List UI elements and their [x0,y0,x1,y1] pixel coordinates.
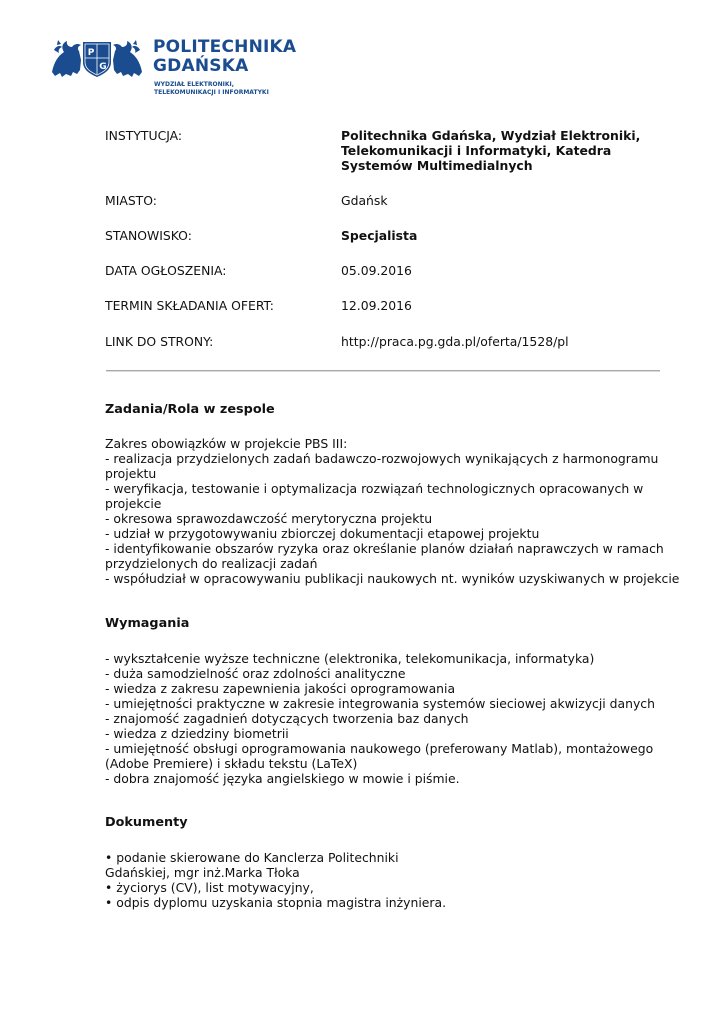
documents-line: • życiorys (CV), list motywacyjny, [105,880,314,895]
duties-line: - identyfikowanie obszarów ryzyka oraz określanie planów działań naprawczych w ramach [105,541,664,556]
requirements-line: - wykształcenie wyższe techniczne (elektronika, telekomunikacja, informatyka) [105,651,595,666]
requirements-line: - umiejętności praktyczne w zakresie integrowania systemów sieciowej akwizycji danych [105,696,655,711]
emblem-letter-p: P [87,48,95,58]
logo-title-line1: POLITECHNIKA [153,37,297,57]
institution-label: INSTYTUCJA: [105,128,183,143]
requirements-line: - wiedza z dziedziny biometrii [105,726,289,741]
requirements-line: - umiejętność obsługi oprogramowania naukowego (preferowany Matlab), montażowego [105,741,654,756]
logo-title [153,38,296,76]
duties-line: - udział w przygotowywaniu zbiorczej dokumentacji etapowej projektu [105,526,540,541]
offer-link[interactable]: http://praca.pg.gda.pl/oferta/1528/pl [341,334,569,349]
requirements-line: (Adobe Premiere) i składu tekstu (LaTeX) [105,756,358,771]
deadline-value: 12.09.2016 [341,298,412,313]
institution-value [341,128,663,173]
institution-value-line: Politechnika Gdańska, Wydział Elektroniki, [341,128,641,143]
duties-line: projektu [105,466,157,481]
institution-value-line: Telekomunikacji i Informatyki, Katedra [341,143,612,158]
university-emblem-icon [50,36,144,80]
duties-heading: Zadania/Rola w zespole [105,402,275,417]
position-label: STANOWISKO: [105,228,192,243]
logo-subtitle [154,81,269,97]
university-logo [50,36,300,102]
requirements-heading: Wymagania [105,616,190,631]
city-label: MIASTO: [105,193,157,208]
documents-heading: Dokumenty [105,815,188,830]
logo-subtitle-line2: TELEKOMUNIKACJI I INFORMATYKI [154,89,269,96]
duties-body [105,436,680,586]
city-value: Gdańsk [341,193,388,208]
documents-line: • podanie skierowane do Kanclerza Politechniki [105,850,399,865]
requirements-line: - wiedza z zakresu zapewnienia jakości oprogramowania [105,681,456,696]
position-value: Specjalista [341,228,418,243]
duties-line: Zakres obowiązków w projekcie PBS III: [105,436,348,451]
duties-line: - współudział w opracowywaniu publikacji naukowych nt. wyników uzyskiwanych w projekcie [105,571,680,586]
duties-line: przydzielonych do realizacji zadań [105,556,318,571]
requirements-line: - znajomość zagadnień dotyczących tworzenia baz danych [105,711,469,726]
duties-line: - realizacja przydzielonych zadań badawczo-rozwojowych wynikających z harmonogramu [105,451,659,466]
horizontal-divider [106,370,660,372]
logo-subtitle-line1: WYDZIAŁ ELEKTRONIKI, [154,81,235,88]
link-label: LINK DO STRONY: [105,334,214,349]
posted-date-label: DATA OGŁOSZENIA: [105,263,227,278]
posted-date-value: 05.09.2016 [341,263,412,278]
documents-line: Gdańskiej, mgr inż.Marka Tłoka [105,865,300,880]
logo-title-line2: GDAŃSKA [153,56,249,76]
documents-body [105,850,680,910]
institution-value-line: Systemów Multimedialnych [341,158,533,173]
duties-line: - weryfikacja, testowanie i optymalizacja rozwiązań technologicznych opracowanych w [105,481,644,496]
requirements-line: - duża samodzielność oraz zdolności analityczne [105,666,406,681]
documents-line: • odpis dyplomu uzyskania stopnia magistra inżyniera. [105,895,447,910]
duties-line: projekcie [105,496,162,511]
duties-line: - okresowa sprawozdawczość merytoryczna projektu [105,511,433,526]
emblem-letter-g: G [99,62,107,72]
deadline-label: TERMIN SKŁADANIA OFERT: [105,298,274,313]
requirements-body [105,651,680,786]
requirements-line: - dobra znajomość języka angielskiego w mowie i piśmie. [105,771,460,786]
